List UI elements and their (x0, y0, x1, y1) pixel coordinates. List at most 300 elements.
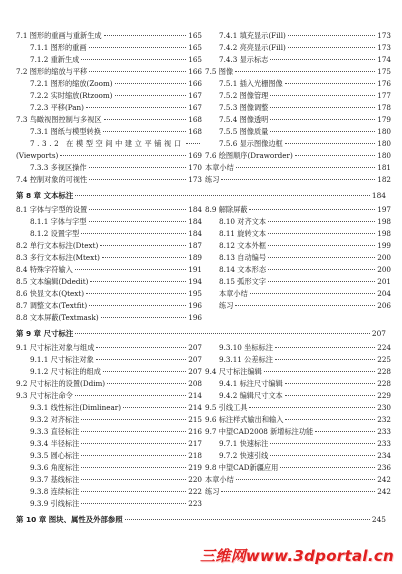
dot-leader (103, 371, 186, 372)
toc-entry-title: 7.3.1 图纸与模型转换 (30, 127, 101, 136)
toc-entry-title: 9.2 尺寸标注的设置(Ddim) (16, 379, 106, 388)
toc-entry (205, 354, 391, 366)
toc-entry (16, 42, 202, 54)
toc-entry-title: 9.1.2 尺寸标注的组成 (30, 367, 101, 376)
toc-entry (16, 300, 202, 312)
toc-page-number: 207 (188, 355, 202, 364)
toc-entry (205, 402, 391, 414)
toc-entry (16, 126, 202, 138)
toc-entry (205, 174, 391, 186)
toc-page-number: 200 (377, 265, 391, 274)
dot-leader (236, 167, 376, 168)
dot-leader (102, 257, 186, 258)
toc-entry-title: 7.5.3 图像调整 (219, 103, 269, 112)
toc-entry-title: 9.3 尺寸标注命令 (16, 391, 73, 400)
toc-page-number: 187 (188, 241, 202, 250)
dot-leader (81, 491, 186, 492)
toc-page-number: 198 (377, 229, 391, 238)
toc-entry-title: 7.3 鸟瞰视图控制与多视区 (16, 115, 102, 124)
toc-entry-title: 7.3.2 在模型空间中建立平铺视口 (30, 139, 184, 148)
toc-entry (205, 162, 391, 174)
toc-entry (16, 264, 202, 276)
dot-leader (81, 233, 186, 234)
toc-entry-title: 9.3.10 坐标标注 (219, 343, 273, 352)
toc-entry-title: 8.11 旋转文本 (219, 229, 267, 238)
toc-page-number: 169 (188, 151, 202, 160)
toc-entry (16, 312, 202, 324)
toc-page-number: 220 (188, 475, 202, 484)
toc-page-number: 224 (377, 343, 391, 352)
dot-leader (75, 395, 186, 396)
toc-entry-title: 练习 (219, 301, 234, 310)
toc-entry (16, 216, 202, 228)
dot-leader (86, 293, 186, 294)
toc-entry-title: 8.5 文本编辑(Ddedit) (16, 277, 89, 286)
toc-entry-title: 8.2 单行文本标注(Dtext) (16, 241, 99, 250)
dot-leader (280, 467, 375, 468)
toc-page-number: 180 (377, 151, 391, 160)
toc-entry-title: 8.15 弧形文字 (219, 277, 267, 286)
toc-entry (16, 54, 202, 66)
toc-entry-title: 7.2.1 图形的缩放(Zoom) (30, 79, 113, 88)
toc-entry-title: 9.7.2 快速引线 (219, 451, 269, 460)
toc-entry-title: 7.5.5 图像质量 (219, 127, 269, 136)
toc-entry (205, 426, 391, 438)
toc-entry (16, 204, 202, 216)
toc-entry-title: 8.14 文本形态 (219, 265, 267, 274)
toc-entry (205, 486, 391, 498)
toc-entry (205, 204, 391, 216)
toc-page-number: 242 (377, 487, 391, 496)
toc-entry (205, 252, 391, 264)
toc-entry (16, 240, 202, 252)
toc-page-number: 225 (377, 355, 391, 364)
toc-entry-title: 7.3.3 多视区操作 (30, 163, 87, 172)
toc-entry (16, 438, 202, 450)
toc-entry (16, 66, 202, 78)
dot-leader (270, 455, 375, 456)
toc-page-number: 236 (377, 463, 391, 472)
toc-entry-title: 9.4 尺寸标注编辑 (205, 367, 262, 376)
toc-page-number: 184 (188, 217, 202, 226)
toc-page-number: 206 (377, 301, 391, 310)
toc-entry (16, 30, 202, 42)
toc-page-number: 168 (188, 127, 202, 136)
dot-leader (268, 281, 375, 282)
toc-chapter-heading (16, 328, 386, 340)
toc-page-number: 165 (188, 31, 202, 40)
dot-leader (81, 443, 186, 444)
dot-leader (75, 333, 370, 334)
toc-page-number: 204 (377, 289, 391, 298)
toc-page-number: 191 (188, 265, 202, 274)
dot-leader (60, 155, 186, 156)
dot-leader (103, 131, 186, 132)
toc-entry-title: 练习 (205, 175, 220, 184)
toc-page-number: 182 (377, 175, 391, 184)
toc-entry (16, 138, 202, 150)
toc-page-number: 184 (188, 205, 202, 214)
toc-page-number: 219 (188, 463, 202, 472)
dot-leader (270, 95, 375, 96)
toc-page-number: 199 (377, 241, 391, 250)
dot-leader (89, 71, 186, 72)
toc-entry (16, 354, 202, 366)
dot-leader (249, 407, 375, 408)
toc-page-number: 228 (377, 367, 391, 376)
toc-page-number: 218 (188, 451, 202, 460)
toc-entry-title: 9.7 中望CAD2008 新增标注功能 (205, 427, 314, 436)
dot-leader (270, 443, 375, 444)
toc-entry-title: 7.1.1 图形的重画 (30, 43, 87, 52)
toc-entry (205, 450, 391, 462)
toc-entry (16, 402, 202, 414)
toc-page-number: 167 (188, 103, 202, 112)
toc-page-number: 189 (188, 253, 202, 262)
dot-leader (285, 383, 376, 384)
toc-page-number: 166 (188, 79, 202, 88)
toc-entry-title: 9.4.1 标注尺寸编辑 (219, 379, 283, 388)
toc-page-number: 245 (371, 515, 386, 524)
toc-entry (16, 378, 202, 390)
toc-entry (205, 78, 391, 90)
toc-entry-title: 8.7 调整文本(Textfit) (16, 301, 88, 310)
toc-page-number: 214 (188, 403, 202, 412)
dot-leader (115, 95, 187, 96)
toc-page-number: 165 (188, 55, 202, 64)
toc-entry-title: 9.3.11 公差标注 (219, 355, 273, 364)
dot-leader (268, 245, 375, 246)
toc-page-number: 228 (377, 379, 391, 388)
toc-entry (205, 90, 391, 102)
dot-leader (268, 257, 375, 258)
toc-entry-title: 9.3.9 引线标注 (30, 499, 80, 508)
toc-page-number: 179 (377, 115, 391, 124)
toc-chapter-heading (16, 514, 386, 526)
toc-entry (205, 438, 391, 450)
toc-entry (16, 450, 202, 462)
toc-entry-title: 7.5 图像 (205, 67, 234, 76)
dot-leader (270, 119, 375, 120)
toc-entry (16, 366, 202, 378)
toc-entry (16, 498, 202, 510)
dot-leader (100, 245, 186, 246)
toc-entry-title: 9.1.1 尺寸标注对象 (30, 355, 94, 364)
toc-page-number: 180 (377, 139, 391, 148)
toc-page-number: 195 (188, 289, 202, 298)
toc-entry (16, 252, 202, 264)
dot-leader (89, 209, 186, 210)
dot-leader (107, 383, 186, 384)
toc-entry-title: 7.4.3 显示标志 (219, 55, 269, 64)
toc-entry-title: 9.3.8 连续标注 (30, 487, 80, 496)
dot-leader (264, 371, 375, 372)
dot-leader (285, 143, 376, 144)
toc-entry-title: 9.3.2 对齐标注 (30, 415, 80, 424)
toc-page-number: 196 (188, 313, 202, 322)
dot-leader (123, 407, 186, 408)
toc-page-number: 194 (188, 277, 202, 286)
toc-entry-title: 8.4 特殊字符输入 (16, 265, 73, 274)
toc-entry-title: 8.9 解除屏蔽 (205, 205, 248, 214)
toc-page-number: 229 (377, 391, 391, 400)
toc-page-number: 181 (377, 163, 391, 172)
dot-leader (268, 233, 375, 234)
toc-entry (16, 486, 202, 498)
toc-entry (205, 114, 391, 126)
toc-page-number: 176 (377, 79, 391, 88)
toc-entry-title: 本章小结 (219, 289, 248, 298)
toc-entry (16, 114, 202, 126)
toc-entry (205, 264, 391, 276)
toc-entry-title: 7.5.2 图像管理 (219, 91, 269, 100)
dot-leader (104, 35, 187, 36)
toc-entry-title: 7.5.6 显示图像边框 (219, 139, 283, 148)
toc-entry-title: 7.4.2 亮亮显示(Fill) (219, 43, 286, 52)
toc-page-number: 170 (188, 163, 202, 172)
toc-page-number: 217 (188, 439, 202, 448)
toc-entry (205, 240, 391, 252)
toc-entry-title: 7.2.3 平移(Pan) (30, 103, 84, 112)
toc-entry (205, 462, 391, 474)
toc-entry (16, 90, 202, 102)
dot-leader (86, 107, 186, 108)
dot-leader (275, 359, 375, 360)
toc-page-number: 167 (188, 91, 202, 100)
dot-leader (89, 167, 187, 168)
toc-entry-title: 9.3.7 基线标注 (30, 475, 80, 484)
toc-entry-title: 7.4 控制对象的可视性 (16, 175, 88, 184)
dot-leader (81, 467, 186, 468)
dot-leader (125, 519, 370, 520)
dot-leader (270, 59, 375, 60)
toc-entry (16, 342, 202, 354)
toc-entry-title: 9.3.5 圆心标注 (30, 451, 80, 460)
toc-page-number: 215 (188, 415, 202, 424)
toc-page-number: 223 (188, 499, 202, 508)
dot-leader (250, 293, 376, 294)
toc-entry-title: 8.10 对齐文本 (219, 217, 267, 226)
toc-page-number: 198 (377, 217, 391, 226)
toc-entry-title: 9.8 中望CAD新疆应用 (205, 463, 279, 472)
toc-entry (205, 102, 391, 114)
dot-leader (101, 317, 187, 318)
toc-page-number: 177 (377, 91, 391, 100)
toc-page-number: 166 (188, 67, 202, 76)
toc-entry-title: 第 9 章 尺寸标注 (16, 329, 74, 338)
toc-page-number: 201 (377, 277, 391, 286)
toc-column-left (16, 342, 202, 510)
dot-leader (81, 419, 186, 420)
dot-leader (75, 195, 370, 196)
dot-leader (221, 491, 375, 492)
toc-page-number: 174 (377, 55, 391, 64)
toc-column-right (205, 342, 391, 498)
toc-entry-title: 9.1 尺寸标注对象与组成 (16, 343, 95, 352)
dot-leader (81, 479, 186, 480)
dot-leader (89, 305, 186, 306)
dot-leader (288, 35, 375, 36)
dot-leader (268, 269, 375, 270)
toc-entry (205, 378, 391, 390)
toc-entry-title: 9.3.3 直径标注 (30, 427, 80, 436)
dot-leader (236, 479, 376, 480)
toc-entry-title: 7.4.1 填充显示(Fill) (219, 31, 286, 40)
toc-entry (16, 390, 202, 402)
dot-leader (81, 455, 186, 456)
dot-leader (249, 209, 375, 210)
toc-entry-title: 8.3 多行文本标注(Mtext) (16, 253, 100, 262)
toc-entry-title: 8.12 文本外框 (219, 241, 267, 250)
toc-entry-title: 8.1.2 设置字型 (30, 229, 80, 238)
dot-leader (221, 179, 375, 180)
toc-page-number: 196 (188, 301, 202, 310)
dot-leader (81, 431, 186, 432)
toc-entry-title: 9.3.6 角度标注 (30, 463, 80, 472)
dot-leader (275, 347, 375, 348)
dot-leader (115, 83, 187, 84)
toc-entry-title: 7.1 图形的重画与重新生成 (16, 31, 102, 40)
toc-page-number: 200 (377, 253, 391, 262)
toc-entry-title: 8.1 字体与字型的设置 (16, 205, 88, 214)
toc-entry (205, 42, 391, 54)
toc-entry (16, 276, 202, 288)
toc-entry (205, 276, 391, 288)
toc-page-number: 216 (188, 427, 202, 436)
dot-leader (89, 47, 187, 48)
dot-leader (186, 143, 200, 144)
toc-entry-title: 7.2 图形的缩放与平移 (16, 67, 88, 76)
dot-leader (235, 305, 375, 306)
toc-entry-title: 7.5.1 插入光栅图像 (219, 79, 283, 88)
toc-entry-title: 7.1.2 重新生成 (30, 55, 80, 64)
dot-leader (90, 281, 186, 282)
toc-page-number: 180 (377, 127, 391, 136)
toc-page-number: 207 (371, 329, 386, 338)
toc-entry (205, 474, 391, 486)
toc-entry-title: 本章小结 (205, 475, 234, 484)
dot-leader (81, 59, 186, 60)
dot-leader (270, 131, 375, 132)
toc-page-number: 214 (188, 391, 202, 400)
toc-page-number: 207 (188, 367, 202, 376)
dot-leader (295, 155, 376, 156)
toc-page-number: 197 (377, 205, 391, 214)
dot-leader (81, 503, 186, 504)
toc-page-number: 184 (188, 229, 202, 238)
dot-leader (288, 47, 375, 48)
toc-entry (16, 462, 202, 474)
toc-page-number: 173 (377, 43, 391, 52)
toc-entry (16, 228, 202, 240)
dot-leader (89, 221, 187, 222)
toc-column-left (16, 30, 202, 186)
toc-entry (205, 366, 391, 378)
toc-page-number: 230 (377, 403, 391, 412)
toc-page-number: 242 (377, 475, 391, 484)
dot-leader (285, 395, 376, 396)
toc-entry (205, 228, 391, 240)
toc-entry (205, 66, 391, 78)
toc-entry-title: 8.1.1 字体与字型 (30, 217, 87, 226)
site-watermark: 三维网www.3dportal.cn (199, 547, 394, 565)
toc-entry-title: 7.6 绘图顺序(Draworder) (205, 151, 293, 160)
toc-entry-title: (Viewports) (16, 151, 59, 160)
dot-leader (285, 83, 376, 84)
toc-entry-title: 本章小结 (205, 163, 234, 172)
dot-leader (315, 431, 375, 432)
toc-entry (16, 78, 202, 90)
toc-page-number: 173 (188, 175, 202, 184)
toc-page-number: 233 (377, 427, 391, 436)
toc-entry (16, 102, 202, 114)
toc-entry (205, 216, 391, 228)
toc-entry-title: 第 10 章 图块、属性及外部参照 (16, 515, 123, 524)
dot-leader (75, 269, 186, 270)
toc-entry-title: 9.6 标注样式输出和输入 (205, 415, 284, 424)
toc-entry (16, 150, 202, 162)
dot-leader (96, 359, 187, 360)
toc-entry-title: 7.2.2 实时缩放(Rtzoom) (30, 91, 113, 100)
toc-entry (205, 390, 391, 402)
dot-leader (285, 419, 375, 420)
toc-entry-title: 第 8 章 文本标注 (16, 191, 74, 200)
toc-entry (205, 150, 391, 162)
toc-entry (205, 342, 391, 354)
toc-entry (205, 126, 391, 138)
toc-entry (205, 288, 391, 300)
toc-page-number: 222 (188, 487, 202, 496)
toc-entry (205, 300, 391, 312)
toc-entry-title: 9.3.4 半径标注 (30, 439, 80, 448)
toc-page-number: 233 (377, 439, 391, 448)
toc-entry-title: 9.3.1 线性标注(Dimlinear) (30, 403, 122, 412)
toc-column-right (205, 30, 391, 186)
toc-entry (16, 414, 202, 426)
toc-column-left (16, 204, 202, 324)
toc-page-number: 165 (188, 43, 202, 52)
toc-entry-title: 8.13 自动编号 (219, 253, 267, 262)
dot-leader (270, 107, 375, 108)
toc-chapter-heading (16, 190, 386, 202)
toc-page-number: 234 (377, 451, 391, 460)
toc-column-right (205, 204, 391, 312)
toc-page-number: 168 (188, 115, 202, 124)
toc-entry (16, 288, 202, 300)
toc-entry-title: 8.6 快显文本(Qtext) (16, 289, 85, 298)
toc-page-number: 208 (188, 379, 202, 388)
dot-leader (96, 347, 186, 348)
toc-entry (205, 138, 391, 150)
toc-page-number: 184 (371, 191, 386, 200)
toc-entry (205, 30, 391, 42)
toc-entry-title: 练习 (205, 487, 220, 496)
toc-entry (205, 414, 391, 426)
toc-entry-title: 8.8 文本屏蔽(Textmask) (16, 313, 99, 322)
toc-entry (16, 162, 202, 174)
toc-page-number: 173 (377, 31, 391, 40)
toc-page-number: 178 (377, 103, 391, 112)
toc-entry (16, 426, 202, 438)
toc-entry (16, 174, 202, 186)
dot-leader (104, 119, 187, 120)
dot-leader (235, 71, 375, 72)
dot-leader (89, 179, 186, 180)
toc-page-number: 232 (377, 415, 391, 424)
toc-entry (205, 54, 391, 66)
toc-entry-title: 7.5.4 图像透明 (219, 115, 269, 124)
toc-entry-title: 9.5 引线工具 (205, 403, 248, 412)
